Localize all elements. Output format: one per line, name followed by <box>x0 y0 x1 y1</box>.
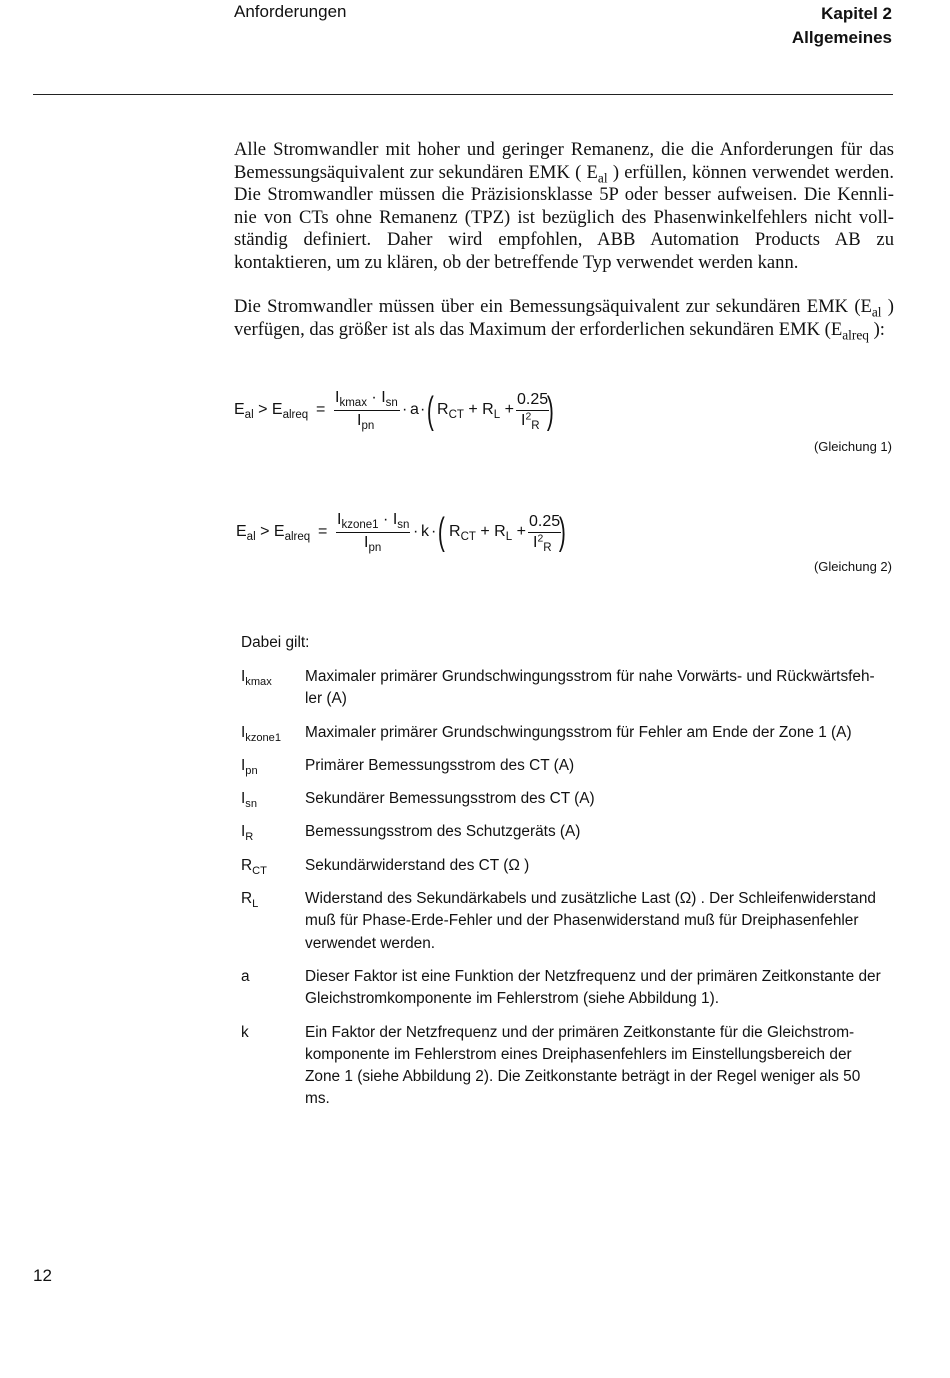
running-header-section: Anforderungen <box>234 2 347 21</box>
eq2-numerator: $I_{kzone1} \cdot I_{sn}$ <box>337 511 410 532</box>
paragraph-line: Bemessungsäquivalent zur sekundären EMK ( $E_{al}$ ) erfüllen, können verwendet werden. <box>234 161 894 186</box>
definition-symbol: k <box>241 1023 249 1041</box>
definition-text: Bemessungsstrom des Schutzgeräts (A) <box>305 823 581 841</box>
definition-row <box>241 888 893 955</box>
definition-text: Maximaler primärer Grundschwingungsstrom für Fehler am Ende der Zone 1 (A) <box>305 723 852 741</box>
eq2-left-paren: ( <box>437 511 445 553</box>
eq1-dot: · <box>402 401 408 418</box>
eq1-dot: · <box>420 401 426 418</box>
paragraph-line: Die Stromwandler müssen die Präzisionsklasse 5P oder besser aufweisen. Die Kennli- <box>234 184 894 206</box>
eq1-right-paren: ) <box>546 390 554 432</box>
definition-text: Widerstand des Sekundärkabels und zusätzliche Last (Ω) . Der Schleifenwiderstand muß für Phase-Erde-Fehler und der Phasenwiderstand muß für Dreiphasenfehler verwendet werden. <box>305 890 876 952</box>
eq2-bracket-terms: $R_{CT} + R_L$ + <box>449 523 526 544</box>
chapter-title: Allgemeines <box>791 28 892 47</box>
eq1-equals: = <box>316 401 326 418</box>
eq2-fraction-bar <box>336 532 410 533</box>
paragraph-line: ständig definiert. Daher wird empfohlen, ABB Automation Products AB zu <box>234 229 894 251</box>
eq1-left-paren: ( <box>426 390 434 432</box>
definitions-intro: Dabei gilt: <box>241 634 310 651</box>
eq1-fraction-bar <box>334 410 400 411</box>
eq2-inner-fraction-bar <box>528 532 561 533</box>
running-header-chapter <box>792 2 892 50</box>
definition-row <box>241 755 893 777</box>
definition-row <box>241 966 893 1011</box>
definition-symbol: $R_{CT}$ <box>241 856 267 877</box>
definition-row <box>241 821 893 843</box>
definition-text: Ein Faktor der Netzfrequenz und der primären Zeitkonstante für die Gleichstrom- komponente im Fehlerstrom eines Dreiphasenfehlers im Einstellungsbereich der Zone 1 (siehe Abbildung 2). Die Zeitkonstante beträgt in der Regel weniger als 50 ms. <box>305 1023 861 1108</box>
page-number: 12 <box>33 1266 52 1285</box>
eq2-right-paren: ) <box>558 511 566 553</box>
eq1-inner-denominator: $I^2_R$ <box>521 411 540 433</box>
paragraph-line: Die Stromwandler müssen über ein Bemessungsäquivalent zur sekundären EMK ($E_{al}$ ) <box>234 296 894 320</box>
chapter-number: Kapitel 2 <box>821 4 892 23</box>
eq2-equals: = <box>318 523 328 540</box>
definitions-list <box>241 632 893 1122</box>
equation-1-label: (Gleichung 1) <box>813 439 892 454</box>
eq2-inner-denominator: $I^2_R$ <box>533 533 552 555</box>
definition-text: Maximaler primärer Grundschwingungsstrom für nahe Vorwärts- und Rückwärtsfeh- ler (A) <box>305 668 875 708</box>
definition-symbol: a <box>241 967 250 985</box>
header-rule <box>33 94 893 95</box>
paragraph-line: kontaktieren, um zu klären, ob der betreffende Typ verwendet werden kann. <box>234 251 799 273</box>
paragraph-line: Alle Stromwandler mit hoher und geringer Remanenz, die die Anforderungen für das <box>234 139 894 160</box>
eq1-denominator: $I_{pn}$ <box>357 412 375 433</box>
requirement-paragraph <box>234 296 894 341</box>
definition-row <box>241 855 893 877</box>
eq1-bracket-terms: $R_{CT} + R_L$ + <box>437 401 514 422</box>
eq1-factor: a <box>410 401 419 418</box>
eq1-lhs: $E_{al} > E_{alreq}$ <box>234 401 309 422</box>
definition-text: Sekundärer Bemessungsstrom des CT (A) <box>305 790 595 808</box>
equation-2-label: (Gleichung 2) <box>813 559 892 574</box>
paragraph-line: verfügen, das größer ist als das Maximum der erforderlichen sekundären EMK ($E_{alreq}$ ): <box>234 318 885 343</box>
eq2-denominator: $I_{pn}$ <box>364 534 382 555</box>
eq1-inner-fraction-bar <box>516 410 549 411</box>
definition-row <box>241 722 893 744</box>
eq1-numerator: $I_{kmax} \cdot I_{sn}$ <box>335 389 398 410</box>
definition-text: Primärer Bemessungsstrom des CT (A) <box>305 756 575 774</box>
intro-paragraph <box>234 139 894 275</box>
definition-row <box>241 1022 893 1111</box>
paragraph-line: nie von CTs ohne Remanenz (TPZ) ist bezüglich des Phasenwinkelfehlers nicht voll- <box>234 206 894 228</box>
eq2-dot: · <box>413 523 419 540</box>
definition-symbol: $I_R$ <box>241 823 254 844</box>
eq2-factor: k <box>421 523 429 540</box>
definition-text: Sekundärwiderstand des CT (Ω ) <box>305 856 530 874</box>
definition-symbol: $I_{sn}$ <box>241 790 257 811</box>
definition-text: Dieser Faktor ist eine Funktion der Netzfrequenz und der primären Zeitkonstante der Gleichstromkomponente im Fehlerstrom (siehe Abbildung 1). <box>305 967 881 1008</box>
definition-row <box>241 788 893 810</box>
eq1-constant: 0.25 <box>517 391 549 408</box>
definition-symbol: $I_{kzone1}$ <box>241 723 282 744</box>
eq2-constant: 0.25 <box>529 513 561 530</box>
eq2-dot: · <box>431 523 437 540</box>
definition-symbol: $I_{pn}$ <box>241 756 258 777</box>
definition-symbol: $R_L$ <box>241 890 259 910</box>
eq2-lhs: $E_{al} > E_{alreq}$ <box>236 523 311 544</box>
definition-row <box>241 666 893 711</box>
definition-symbol: $I_{kmax}$ <box>241 668 272 688</box>
